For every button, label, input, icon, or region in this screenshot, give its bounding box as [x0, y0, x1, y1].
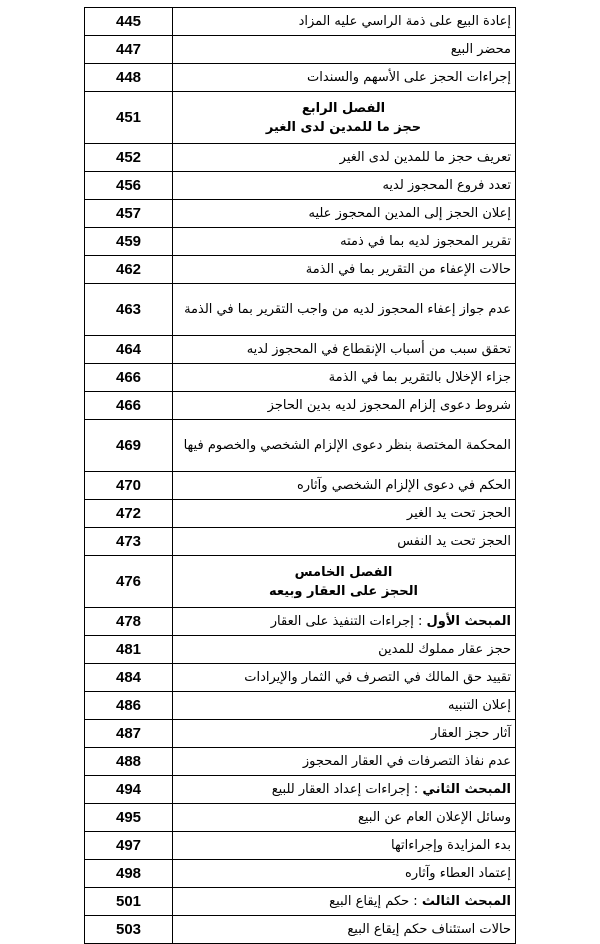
entry-text: حجز عقار مملوك للمدين	[378, 642, 511, 657]
table-row	[85, 144, 516, 172]
page-number: 456	[85, 172, 173, 199]
entry-title	[173, 860, 516, 887]
entry-title	[173, 228, 516, 255]
table-row	[85, 556, 516, 608]
table-row	[85, 692, 516, 720]
entry-title	[173, 8, 516, 35]
entry-title	[173, 420, 516, 471]
page-number: 503	[85, 916, 173, 943]
entry-title	[173, 284, 516, 335]
section-title: : إجراءات التنفيذ على العقار	[270, 614, 427, 629]
entry-title	[173, 528, 516, 555]
table-row	[85, 832, 516, 860]
entry-title	[173, 720, 516, 747]
page-number: 473	[85, 528, 173, 555]
entry-title	[173, 804, 516, 831]
page-number: 497	[85, 832, 173, 859]
entry-text: تعدد فروع المحجوز لديه	[382, 178, 511, 193]
table-row	[85, 336, 516, 364]
table-row	[85, 364, 516, 392]
page-number: 466	[85, 364, 173, 391]
entry-title	[173, 36, 516, 63]
page-number: 484	[85, 664, 173, 691]
table-row	[85, 888, 516, 916]
entry-title	[173, 916, 516, 943]
page-number: 448	[85, 64, 173, 91]
page-number: 462	[85, 256, 173, 283]
page-number: 472	[85, 500, 173, 527]
table-row	[85, 256, 516, 284]
page-number: 470	[85, 472, 173, 499]
entry-title	[173, 256, 516, 283]
entry-text: إعادة البيع على ذمة الراسي عليه المزاد	[298, 14, 511, 29]
page-number: 457	[85, 200, 173, 227]
page-number: 463	[85, 284, 173, 335]
entry-text: المحكمة المختصة بنظر دعوى الإلزام الشخصي والخصوم فيها	[183, 438, 511, 453]
page-number: 498	[85, 860, 173, 887]
entry-text: عدم جواز إعفاء المحجوز لديه من واجب التقرير بما في الذمة	[184, 302, 511, 317]
entry-text: إجراءات الحجز على الأسهم والسندات	[307, 70, 511, 85]
entry-text: تقرير المحجوز لديه بما في ذمته	[340, 234, 511, 249]
chapter-heading: الفصل الخامس	[294, 564, 393, 580]
page-number: 459	[85, 228, 173, 255]
page-number: 451	[85, 92, 173, 143]
entry-title	[173, 472, 516, 499]
section-title: : إجراءات إعداد العقار للبيع	[271, 782, 423, 797]
entry-text: جزاء الإخلال بالتقرير بما في الذمة	[328, 370, 511, 385]
entry-text: محضر البيع	[450, 42, 511, 57]
entry-text: تقييد حق المالك في التصرف في الثمار والإيرادات	[244, 670, 511, 685]
entry-title	[173, 692, 516, 719]
page-number: 466	[85, 392, 173, 419]
entry-title	[173, 888, 516, 915]
entry-text: آثار حجز العقار	[431, 726, 511, 741]
entry-text: الحجز تحت يد الغير	[406, 506, 511, 521]
chapter-title: حجز ما للمدين لدى الغير	[265, 119, 422, 135]
page-number: 478	[85, 608, 173, 635]
page-number: 481	[85, 636, 173, 663]
chapter-title: الحجز على العقار وبيعه	[269, 583, 418, 599]
entry-text: عدم نفاذ التصرفات في العقار المحجوز	[302, 754, 511, 769]
entry-text: تعريف حجز ما للمدين لدى الغير	[339, 150, 511, 165]
entry-title	[173, 172, 516, 199]
table-row	[85, 200, 516, 228]
table-row	[85, 664, 516, 692]
table-of-contents	[84, 7, 516, 944]
entry-text: الحجز تحت يد النفس	[397, 534, 511, 549]
entry-title	[173, 664, 516, 691]
page-number: 469	[85, 420, 173, 471]
entry-text: وسائل الإعلان العام عن البيع	[357, 810, 511, 825]
table-row	[85, 500, 516, 528]
entry-title	[173, 200, 516, 227]
entry-title	[173, 832, 516, 859]
page-number: 452	[85, 144, 173, 171]
table-row	[85, 860, 516, 888]
page-number: 495	[85, 804, 173, 831]
entry-text: إعتماد العطاء وآثاره	[405, 866, 511, 881]
entry-title	[173, 500, 516, 527]
page-number: 487	[85, 720, 173, 747]
entry-title	[173, 636, 516, 663]
entry-text: إعلان التنبيه	[447, 698, 511, 713]
entry-title	[173, 144, 516, 171]
table-row	[85, 720, 516, 748]
entry-title	[173, 776, 516, 803]
table-row	[85, 64, 516, 92]
table-row	[85, 748, 516, 776]
page-number: 488	[85, 748, 173, 775]
entry-text: شروط دعوى إلزام المحجوز لديه بدين الحاجز	[267, 398, 511, 413]
table-row	[85, 228, 516, 256]
chapter-heading: الفصل الرابع	[301, 100, 386, 116]
table-row	[85, 636, 516, 664]
section-label: المبحث الأول	[426, 614, 511, 629]
entry-title	[173, 392, 516, 419]
table-row	[85, 92, 516, 144]
table-row	[85, 916, 516, 944]
entry-title	[173, 336, 516, 363]
entry-title	[173, 364, 516, 391]
table-row	[85, 392, 516, 420]
section-label: المبحث الثالث	[421, 894, 511, 909]
table-row	[85, 420, 516, 472]
page-number: 494	[85, 776, 173, 803]
page-number: 486	[85, 692, 173, 719]
table-row	[85, 776, 516, 804]
entry-text: بدء المزايدة وإجراءاتها	[391, 838, 511, 853]
page-number: 501	[85, 888, 173, 915]
entry-text: تحقق سبب من أسباب الإنقطاع في المحجوز لديه	[246, 342, 511, 357]
table-row	[85, 528, 516, 556]
entry-title	[173, 64, 516, 91]
entry-text: حالات الإعفاء من التقرير بما في الذمة	[305, 262, 511, 277]
entry-text: إعلان الحجز إلى المدين المحجوز عليه	[308, 206, 511, 221]
table-row	[85, 804, 516, 832]
page-number: 464	[85, 336, 173, 363]
entry-title	[173, 748, 516, 775]
page-number: 476	[85, 556, 173, 607]
entry-title	[173, 608, 516, 635]
page-number: 447	[85, 36, 173, 63]
table-row	[85, 36, 516, 64]
entry-text: الحكم في دعوى الإلزام الشخصي وآثاره	[297, 478, 511, 493]
entry-text: حالات استئناف حكم إيقاع البيع	[347, 922, 511, 937]
entry-title	[173, 92, 516, 143]
table-row	[85, 284, 516, 336]
table-row	[85, 172, 516, 200]
page-number: 445	[85, 8, 173, 35]
section-title: : حكم إيقاع البيع	[329, 894, 422, 909]
table-row	[85, 8, 516, 36]
entry-title	[173, 556, 516, 607]
table-row	[85, 608, 516, 636]
table-row	[85, 472, 516, 500]
section-label: المبحث الثاني	[422, 782, 511, 797]
